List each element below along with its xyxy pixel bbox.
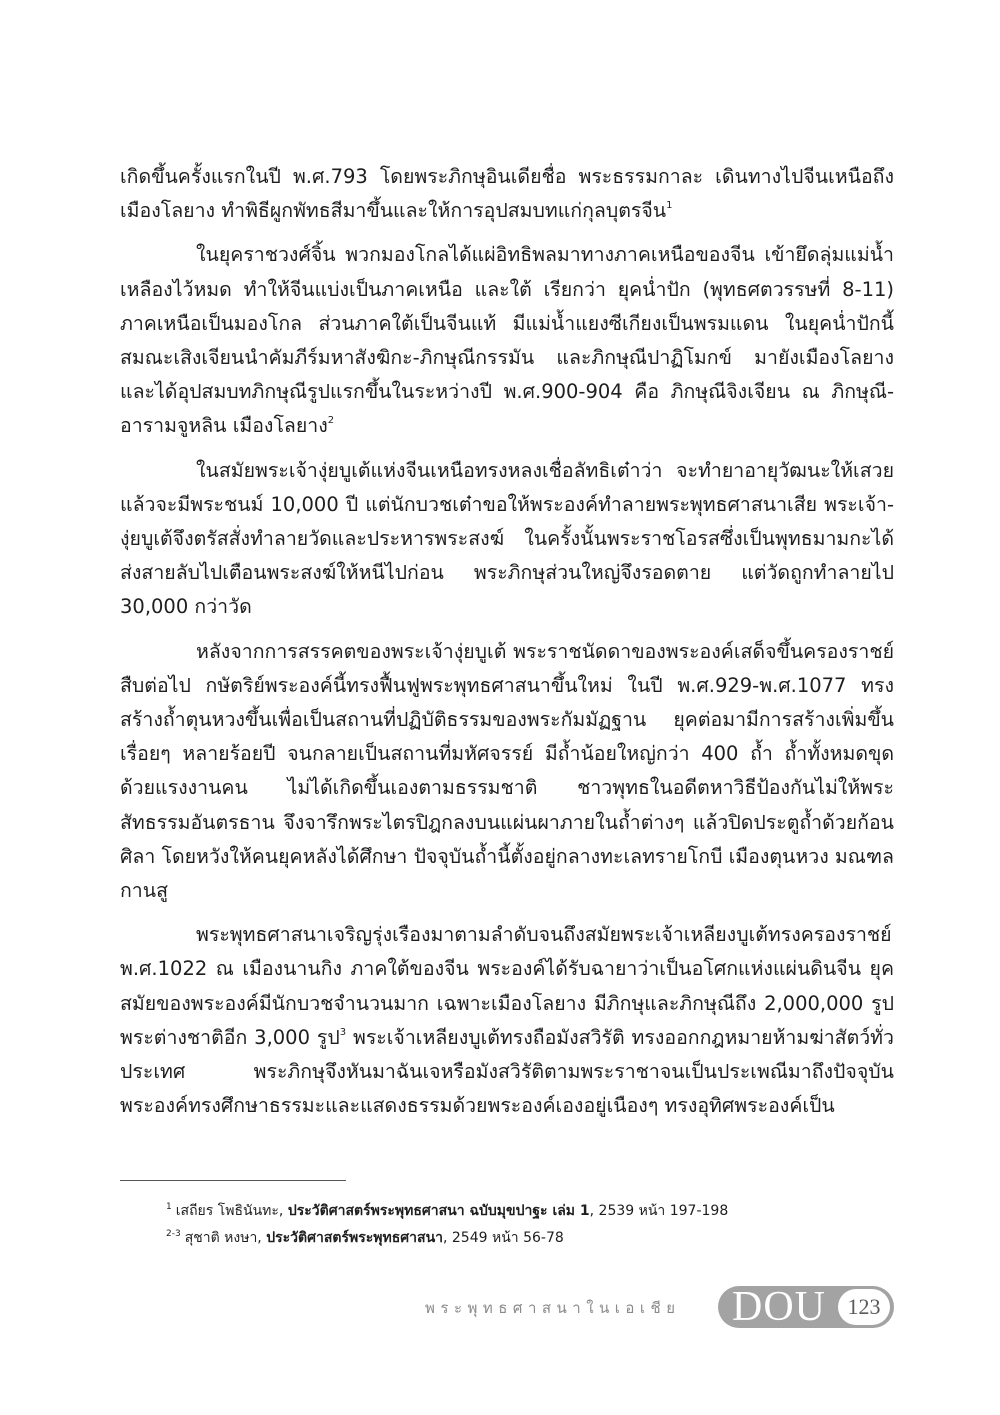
paragraph-4 xyxy=(120,635,894,909)
footnote-1 xyxy=(166,1198,896,1225)
paragraph-5-tail: พระเจ้าเหลียงบูเต้ทรงถือมังสวิรัติ ทรงออกกฎหมายห้ามฆ่าสัตว์ทั่วประเทศ พระภิกษุจึงหันมาฉันเจหรือมังสวิรัติตามพระราชาจนเป็นประเพณีมาถึงปัจจุบัน พระองค์ทรงศึกษาธรรมะและแสดงธรรมด้วยพระองค์เองอยู่เนืองๆ ทรงอุทิศพระองค์เป็น xyxy=(120,1025,894,1118)
paragraph-1-text: เกิดขึ้นครั้งแรกในปี พ.ศ.793 โดยพระภิกษุอินเดียชื่อ พระธรรมกาละ เดินทางไปจีนเหนือถึงเมืองโลยาง ทำพิธีผูกพัทธสีมาขึ้นและให้การอุปสมบทแก่กุลบุตรจีน xyxy=(120,165,894,223)
footnote-marker: 1 xyxy=(166,1202,172,1212)
running-title: พระพุทธศาสนาในเอเชีย xyxy=(425,1299,681,1317)
page-number: 123 xyxy=(838,1289,890,1325)
footnote-details: , 2539 หน้า 197-198 xyxy=(589,1203,729,1219)
footnotes xyxy=(166,1198,896,1252)
footnote-author: สุชาติ หงษา, xyxy=(184,1230,262,1246)
paragraph-2-text: ในยุคราชวงศ์จิ้น พวกมองโกลได้แผ่อิทธิพลมาทางภาคเหนือของจีน เข้ายึดลุ่มแม่น้ำเหลืองไว้หมด ทำให้จีนแบ่งเป็นภาคเหนือ และใต้ เรียกว่า ยุคน่ำปัก (พุทธศตวรรษที่ 8-11) ภาคเหนือเป็นมองโกล ส่วนภาคใต้เป็นจีนแท้ มีแม่น้ำแยงซีเกียงเป็นพรมแดน ในยุคน่ำปักนี้ สมณะเสิงเจียนนำคัมภีร์มหาสังฆิกะ-ภิกษุณีกรรมัน และภิกษุณีปาฏิโมกข์ มายังเมืองโลยาง และได้อุปสมบทภิกษุณีรูปแรกขึ้นในระหว่างปี พ.ศ.900-904 คือ ภิกษุณีจิงเจียน ณ ภิกษุณี-อารามจูหลิน เมืองโลยาง xyxy=(120,243,894,438)
paragraph-5 xyxy=(120,918,894,1123)
footnote-ref-1[interactable]: 1 xyxy=(666,200,673,212)
paragraph-4-text: หลังจากการสรรคตของพระเจ้างุ่ยบูเต้ พระราชนัดดาของพระองค์เสด็จขึ้นครองราชย์สืบต่อไป กษัตริย์พระองค์นี้ทรงฟื้นฟูพระพุทธศาสนาขึ้นใหม่ ในปี พ.ศ.929-พ.ศ.1077 ทรงสร้างถ้ำตุนหวงขึ้นเพื่อเป็นสถานที่ปฏิบัติธรรมของพระกัมมัฏฐาน ยุคต่อมามีการสร้างเพิ่มขึ้นเรื่อยๆ หลายร้อยปี จนกลายเป็นสถานที่มหัศจรรย์ มีถ้ำน้อยใหญ่กว่า 400 ถ้ำ ถ้ำทั้งหมดขุดด้วยแรงงานคน ไม่ได้เกิดขึ้นเองตามธรรมชาติ ชาวพุทธในอดีตหาวิธีป้องกันไม่ให้พระสัทธรรมอันตรธาน จึงจารึกพระไตรปิฎกลงบนแผ่นผาภายในถ้ำต่างๆ แล้วปิดประตูถ้ำด้วยก้อนศิลา โดยหวังให้คนยุคหลังได้ศึกษา ปัจจุบันถ้ำนี้ตั้งอยู่กลางทะเลทรายโกบี เมืองตุนหวง มณฑลกานสู xyxy=(120,639,894,903)
paragraph-1 xyxy=(120,160,894,228)
main-text xyxy=(120,160,894,1133)
paragraph-2 xyxy=(120,238,894,443)
dou-logo-text: DOU xyxy=(732,1284,826,1330)
dou-badge xyxy=(718,1286,894,1328)
footnote-author: เสถียร โพธินันทะ, xyxy=(175,1203,284,1219)
paragraph-3-text: ในสมัยพระเจ้างุ่ยบูเต้แห่งจีนเหนือทรงหลงเชื่อลัทธิเต๋าว่า จะทำยาอายุวัฒนะให้เสวยแล้วจะมีพระชนม์ 10,000 ปี แต่นักบวชเต๋าขอให้พระองค์ทำลายพระพุทธศาสนาเสีย พระเจ้า-งุ่ยบูเต้จึงตรัสสั่งทำลายวัดและประหารพระสงฆ์ ในครั้งนั้นพระราชโอรสซึ่งเป็นพุทธมามกะได้ส่งสายลับไปเตือนพระสงฆ์ให้หนีไปก่อน พระภิกษุส่วนใหญ่จึงรอดตาย แต่วัดถูกทำลายไป 30,000 กว่าวัด xyxy=(120,458,894,619)
footnote-details: , 2549 หน้า 56-78 xyxy=(443,1230,564,1246)
footnote-marker: 2-3 xyxy=(166,1229,181,1239)
footnote-ref-2[interactable]: 2 xyxy=(327,415,335,427)
paragraph-3 xyxy=(120,454,894,625)
footnote-ref-3[interactable]: 3 xyxy=(339,1026,347,1038)
footnote-title: ประวัติศาสตร์พระพุทธศาสนา ฉบับมุขปาฐะ เล่ม 1 xyxy=(287,1203,590,1219)
footnote-divider xyxy=(120,1180,346,1181)
paragraph-5-text: พระพุทธศาสนาเจริญรุ่งเรืองมาตามลำดับจนถึงสมัยพระเจ้าเหลียงบูเต้ทรงครองราชย์ พ.ศ.1022 ณ เมืองนานกิง ภาคใต้ของจีน พระองค์ได้รับฉายาว่าเป็นอโศกแห่งแผ่นดินจีน ยุคสมัยของพระองค์มีนักบวชจำนวนมาก เฉพาะเมืองโลยาง มีภิกษุและภิกษุณีถึง 2,000,000 รูป พระต่างชาติอีก 3,000 รูป xyxy=(120,923,894,1049)
footnote-2 xyxy=(166,1225,896,1252)
footnote-title: ประวัติศาสตร์พระพุทธศาสนา xyxy=(266,1230,443,1246)
